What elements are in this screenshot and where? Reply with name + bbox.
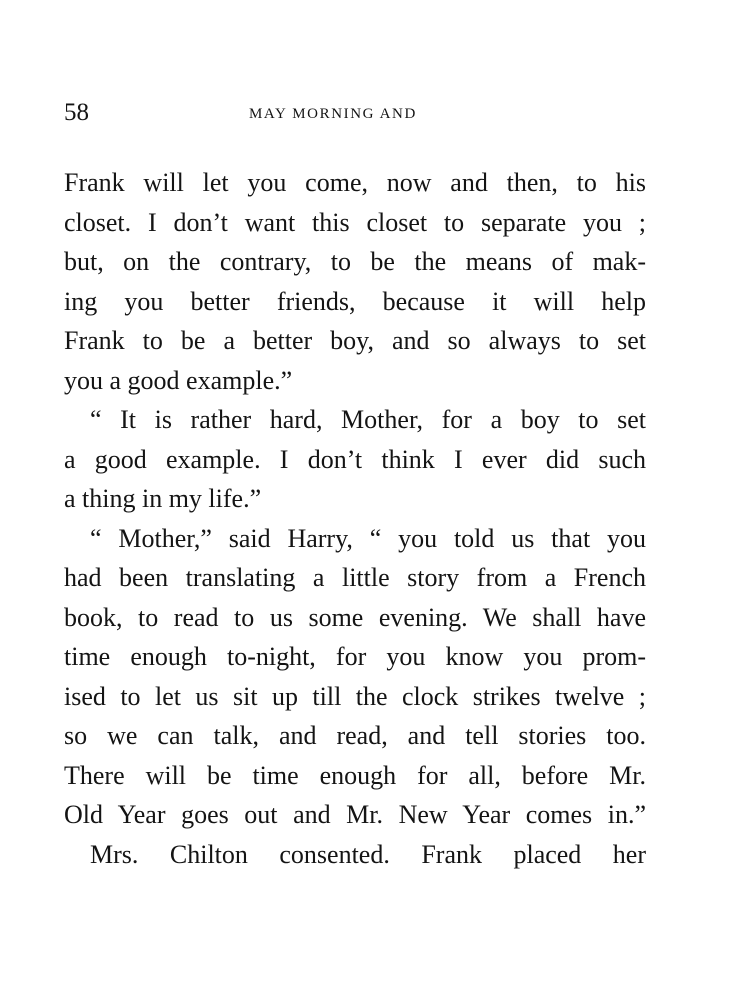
text-line: ised to let us sit up till the clock strikes twelve ;: [64, 681, 646, 711]
text-line: a good example. I don’t think I ever did such: [64, 444, 646, 474]
text-line: book, to read to us some evening. We shall have: [64, 602, 646, 632]
text-line: so we can talk, and read, and tell stories too.: [64, 721, 646, 750]
text-line: “ It is rather hard, Mother, for a boy to set: [90, 405, 646, 434]
text-line: time enough to-night, for you know you prom-: [64, 642, 646, 671]
text-line: Frank to be a better boy, and so always to set: [64, 326, 646, 355]
text-line: Frank will let you come, now and then, to his: [64, 168, 646, 197]
text-line: a thing in my life.”: [64, 484, 262, 513]
text-line: ing you better friends, because it will help: [64, 286, 646, 316]
body-text: [64, 163, 646, 874]
running-title: MAY MORNING AND: [249, 106, 417, 122]
text-line: There will be time enough for all, before Mr.: [64, 760, 646, 790]
text-line: Mrs. Chilton consented. Frank placed her: [90, 839, 646, 869]
text-line: but, on the contrary, to be the means of mak-: [64, 247, 646, 276]
text-line: you a good example.”: [64, 365, 293, 395]
text-line: closet. I don’t want this closet to separate you ;: [64, 207, 646, 237]
page-number: 58: [64, 99, 89, 126]
text-line: Old Year goes out and Mr. New Year comes in.”: [64, 800, 646, 829]
page-header: [64, 98, 646, 128]
text-line: had been translating a little story from a French: [64, 563, 646, 592]
text-line: “ Mother,” said Harry, “ you told us that you: [90, 523, 646, 553]
